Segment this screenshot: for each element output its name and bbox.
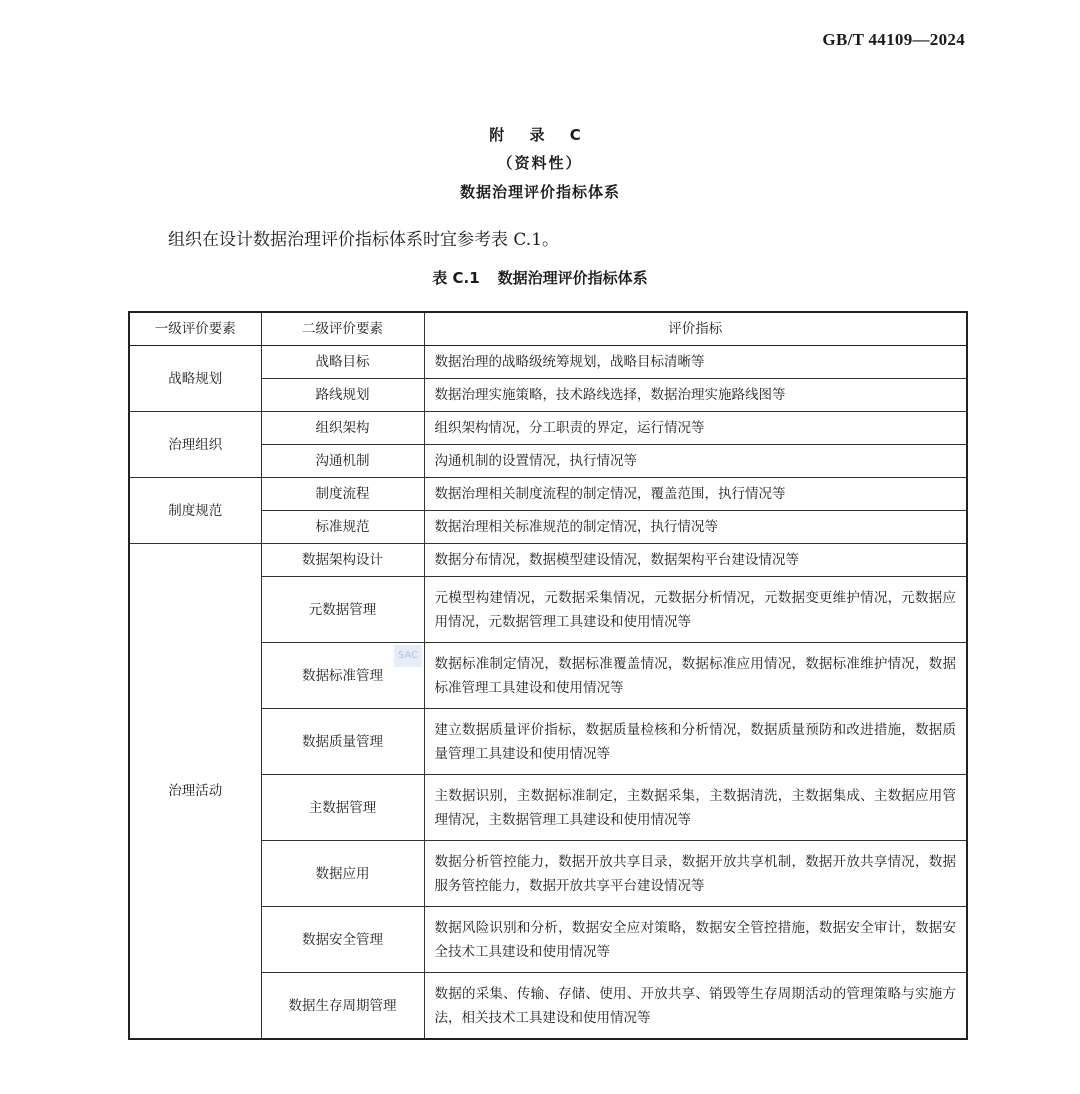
level2-cell: 数据标准管理 [261, 643, 424, 709]
sac-watermark: SAC [394, 645, 422, 667]
indicator-cell: 建立数据质量评价指标，数据质量检核和分析情况，数据质量预防和改进措施，数据质量管理工具建设和使用情况等 [424, 709, 967, 775]
indicator-cell: 数据分析管控能力，数据开放共享目录，数据开放共享机制，数据开放共享情况，数据服务管控能力，数据开放共享平台建设情况等 [424, 841, 967, 907]
indicator-cell: 数据治理相关制度流程的制定情况，覆盖范围，执行情况等 [424, 478, 967, 511]
level2-cell: 数据架构设计 [261, 544, 424, 577]
level2-cell: 元数据管理 [261, 577, 424, 643]
indicator-cell: 沟通机制的设置情况，执行情况等 [424, 445, 967, 478]
appendix-title: 数据治理评价指标体系 [459, 183, 620, 201]
level2-cell: 数据质量管理 [261, 709, 424, 775]
header-level1: 一级评价要素 [129, 312, 261, 346]
table-row [129, 478, 967, 511]
intro-paragraph: 组织在设计数据治理评价指标体系时宜参考表 C.1。 [168, 230, 560, 250]
indicator-cell: 主数据识别，主数据标准制定，主数据采集，主数据清洗，主数据集成、主数据应用管理情况，主数据管理工具建设和使用情况等 [424, 775, 967, 841]
level2-cell: 组织架构 [261, 412, 424, 445]
indicator-cell: 数据的采集、传输、存储、使用、开放共享、销毁等生存周期活动的管理策略与实施方法，相关技术工具建设和使用情况等 [424, 973, 967, 1040]
level2-cell: 战略目标 [261, 346, 424, 379]
table-row [129, 346, 967, 379]
appendix-nature: （资料性） [497, 154, 583, 172]
indicator-cell: 数据治理的战略级统筹规划，战略目标清晰等 [424, 346, 967, 379]
table-header-row [129, 312, 967, 346]
level1-cell: 治理活动 [129, 544, 261, 1040]
indicator-table [128, 311, 968, 1040]
table-row [129, 412, 967, 445]
level2-cell: 路线规划 [261, 379, 424, 412]
header-indicator: 评价指标 [424, 312, 967, 346]
level2-cell: 制度流程 [261, 478, 424, 511]
indicator-cell: 数据治理实施策略，技术路线选择，数据治理实施路线图等 [424, 379, 967, 412]
table-caption-number: 表 C.1 [432, 269, 480, 287]
level2-cell: 标准规范 [261, 511, 424, 544]
level1-cell: 制度规范 [129, 478, 261, 544]
level2-cell: 数据安全管理 [261, 907, 424, 973]
table-caption [0, 267, 1080, 288]
indicator-table-wrapper [128, 311, 968, 1040]
indicator-cell: 元模型构建情况，元数据采集情况，元数据分析情况，元数据变更维护情况，元数据应用情况，元数据管理工具建设和使用情况等 [424, 577, 967, 643]
table-caption-title: 数据治理评价指标体系 [497, 269, 648, 287]
level2-cell: 数据应用 [261, 841, 424, 907]
appendix-label: 附 录 C [489, 126, 591, 144]
indicator-cell: 组织架构情况，分工职责的界定，运行情况等 [424, 412, 967, 445]
level1-cell: 治理组织 [129, 412, 261, 478]
standard-number: GB/T 44109—2024 [822, 30, 965, 49]
table-row [129, 544, 967, 577]
indicator-cell: 数据标准制定情况，数据标准覆盖情况，数据标准应用情况，数据标准维护情况，数据标准管理工具建设和使用情况等 [424, 643, 967, 709]
level1-cell: 战略规划 [129, 346, 261, 412]
indicator-cell: 数据分布情况，数据模型建设情况，数据架构平台建设情况等 [424, 544, 967, 577]
indicator-cell: 数据风险识别和分析，数据安全应对策略，数据安全管控措施，数据安全审计，数据安全技术工具建设和使用情况等 [424, 907, 967, 973]
header-level2: 二级评价要素 [261, 312, 424, 346]
level2-cell: 主数据管理 [261, 775, 424, 841]
indicator-cell: 数据治理相关标准规范的制定情况，执行情况等 [424, 511, 967, 544]
level2-cell: 沟通机制 [261, 445, 424, 478]
level2-cell: 数据生存周期管理 [261, 973, 424, 1040]
